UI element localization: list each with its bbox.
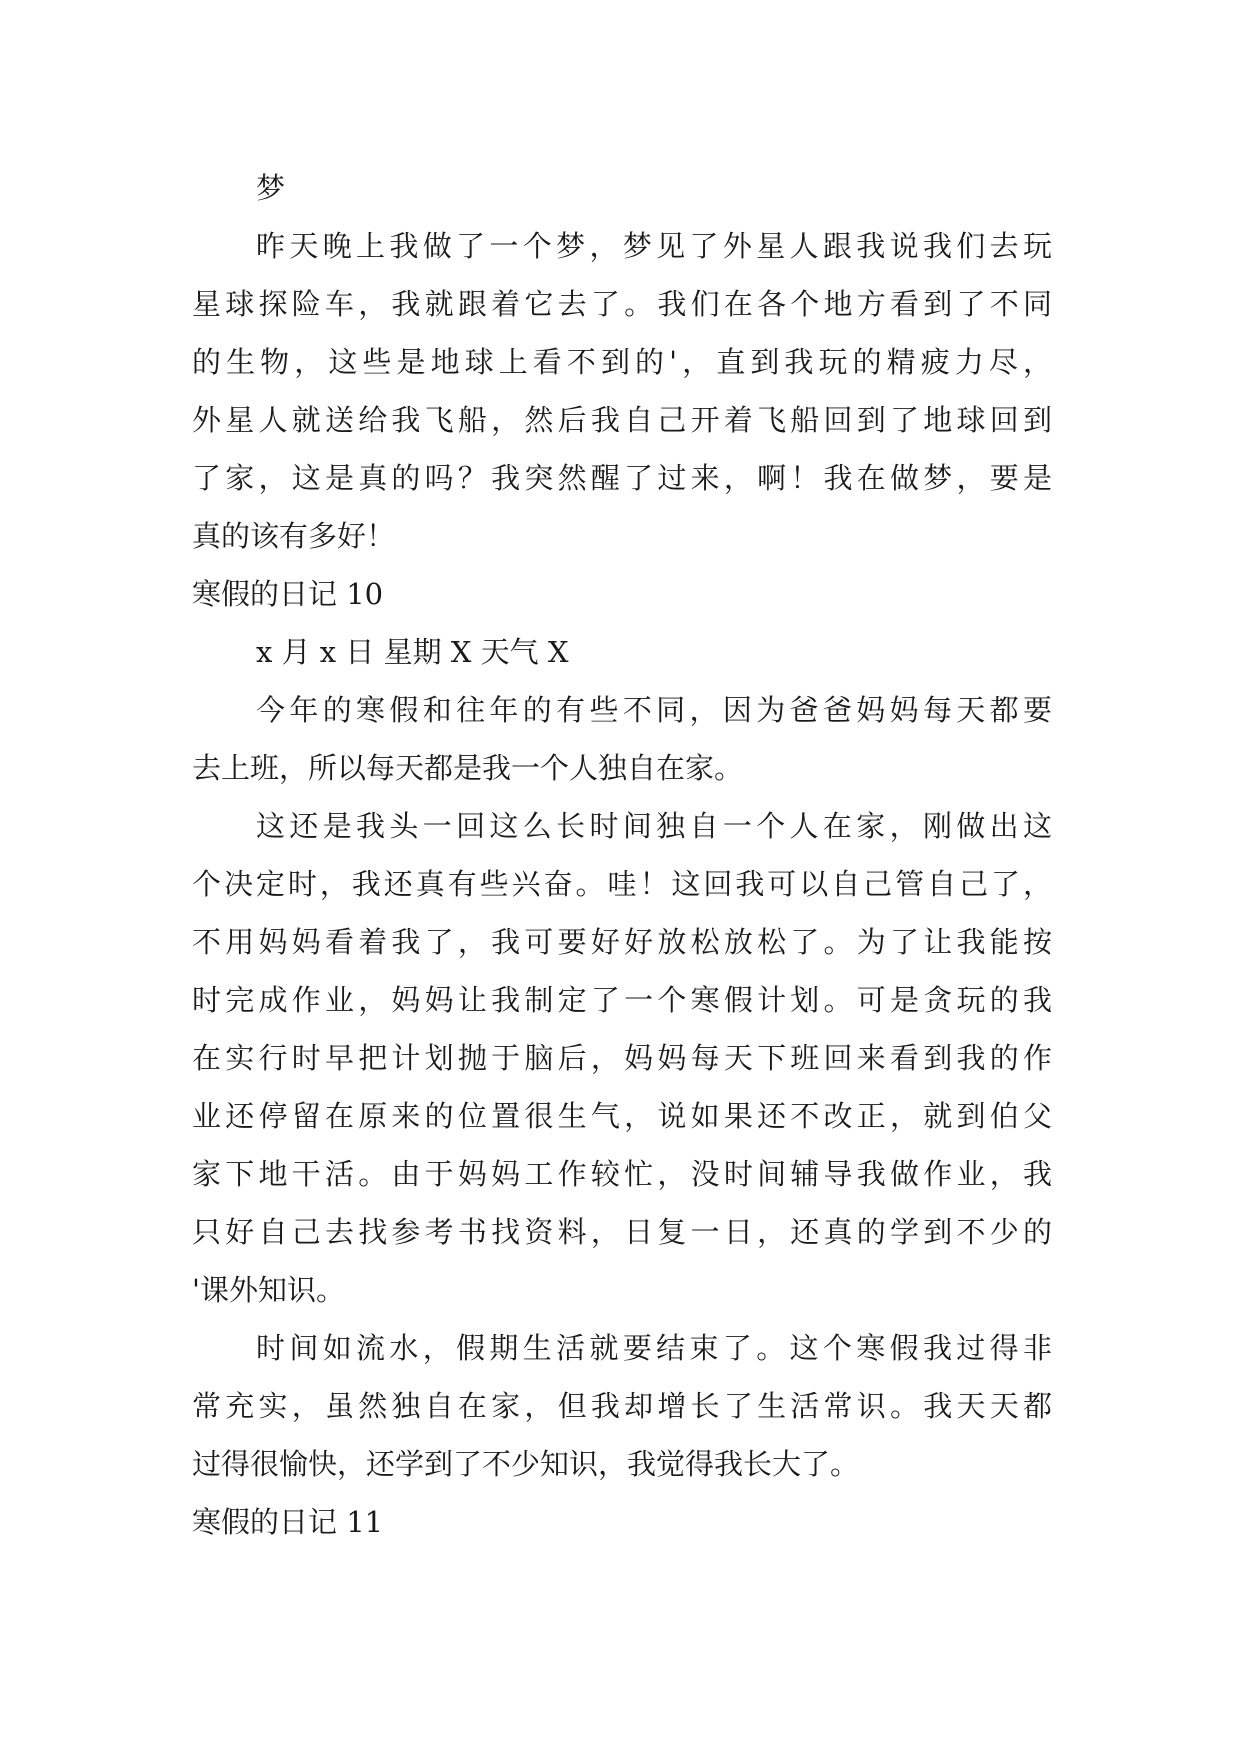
paragraph-line: 业还停留在原来的位置很生气，说如果还不改正，就到伯父 [192,1099,1052,1133]
paragraph-line: 在实行时早把计划抛于脑后，妈妈每天下班回来看到我的作 [192,1041,1052,1075]
paragraph-line: 只好自己去找参考书找资料，日复一日，还真的学到不少的 [192,1215,1052,1249]
paragraph-line: 去上班，所以每天都是我一个人独自在家。 [192,751,744,785]
dream-title: 梦 [256,171,286,205]
paragraph-line: '课外知识。 [192,1273,345,1307]
paragraph-line: 外星人就送给我飞船，然后我自己开着飞船回到了地球回到 [192,403,1052,437]
section-heading: 寒假的日记 10 [192,577,384,611]
paragraph-line: 不用妈妈看着我了，我可要好好放松放松了。为了让我能按 [192,925,1052,959]
paragraph-line: 这还是我头一回这么长时间独自一个人在家，刚做出这 [256,809,1052,843]
paragraph-line: 时完成作业，妈妈让我制定了一个寒假计划。可是贪玩的我 [192,983,1052,1017]
date-line: x 月 x 日 星期 X 天气 X [256,635,569,669]
paragraph-line: 家下地干活。由于妈妈工作较忙，没时间辅导我做作业，我 [192,1157,1052,1191]
paragraph-line: 了家，这是真的吗？我突然醒了过来，啊！我在做梦，要是 [192,461,1052,495]
paragraph-line: 常充实，虽然独自在家，但我却增长了生活常识。我天天都 [192,1389,1052,1423]
section-heading: 寒假的日记 11 [192,1505,384,1539]
paragraph-line: 时间如流水，假期生活就要结束了。这个寒假我过得非 [256,1331,1052,1365]
paragraph-line: 个决定时，我还真有些兴奋。哇！这回我可以自己管自己了， [192,867,1052,901]
paragraph-line: 过得很愉快，还学到了不少知识，我觉得我长大了。 [192,1447,860,1481]
paragraph-line: 星球探险车，我就跟着它去了。我们在各个地方看到了不同 [192,287,1052,321]
paragraph-line: 今年的寒假和往年的有些不同，因为爸爸妈妈每天都要 [256,693,1052,727]
paragraph-line: 真的该有多好！ [192,519,396,553]
paragraph-line: 的生物，这些是地球上看不到的'，直到我玩的精疲力尽， [192,345,1052,379]
paragraph-line: 昨天晚上我做了一个梦，梦见了外星人跟我说我们去玩 [256,229,1052,263]
